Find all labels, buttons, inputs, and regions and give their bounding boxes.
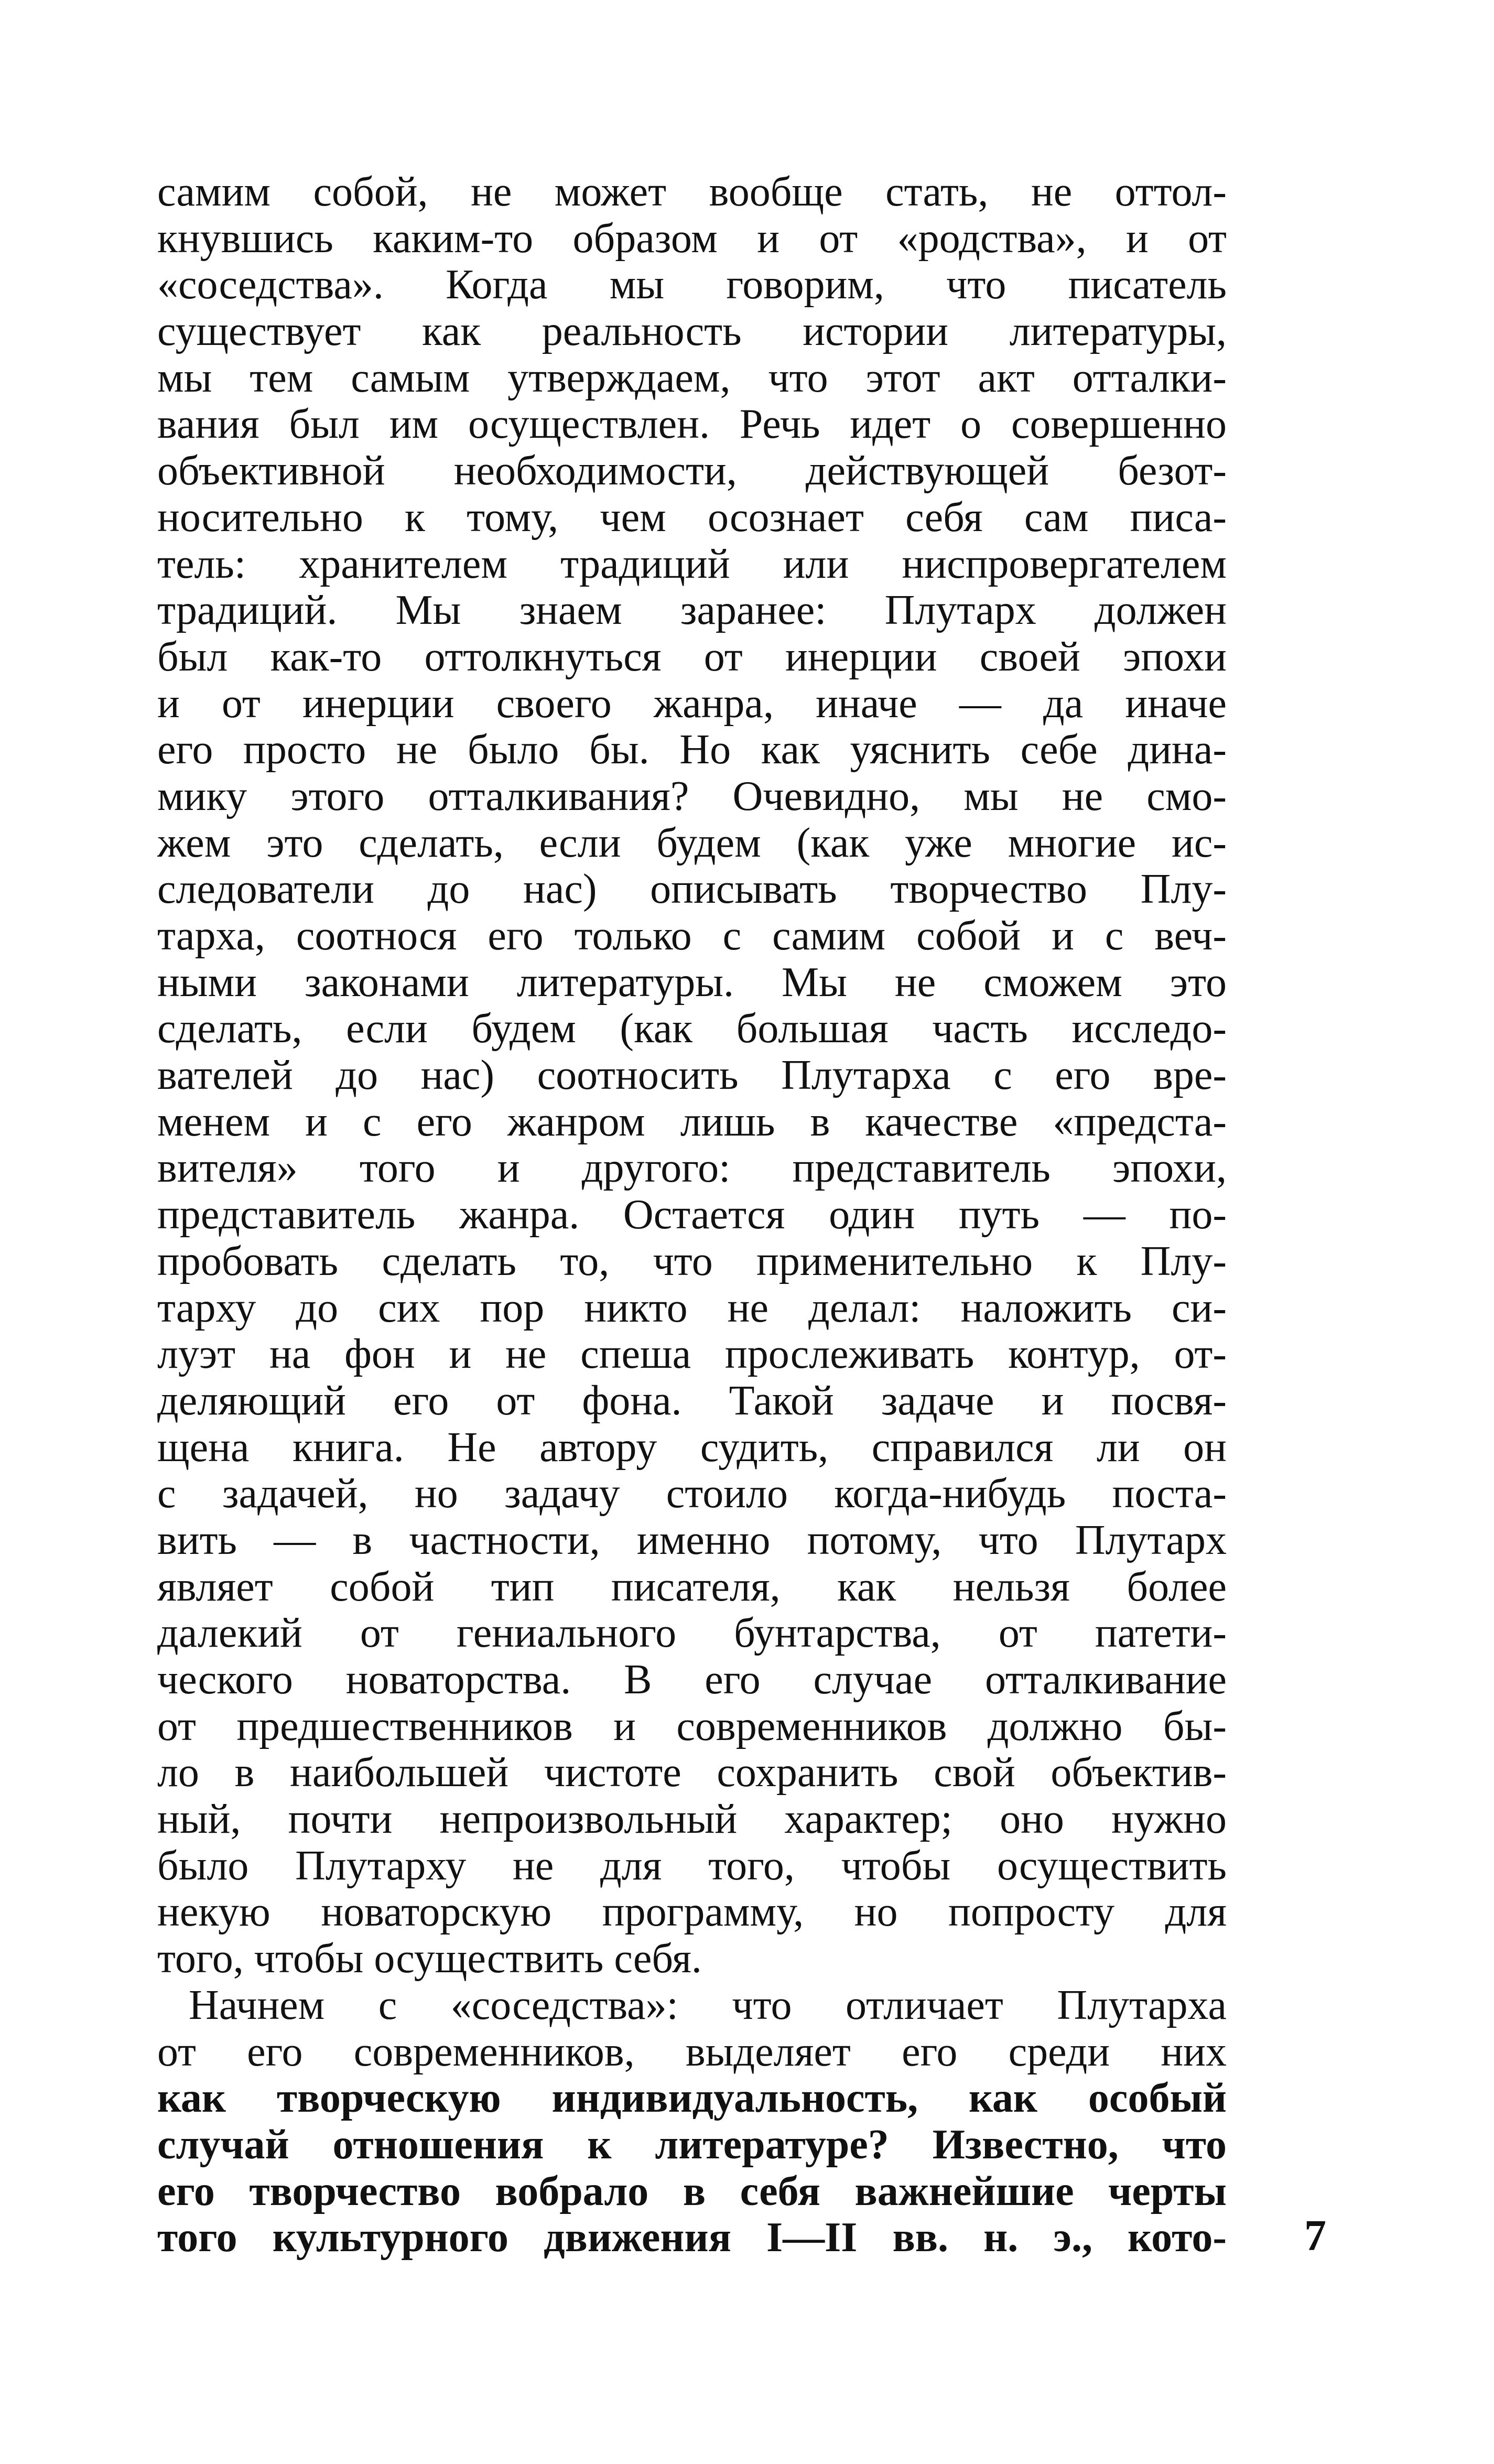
text-line: ческого новаторства. В его случае отталкивание <box>157 1657 1227 1703</box>
text-line: менем и с его жанром лишь в качестве «предста- <box>157 1098 1227 1145</box>
text-line: жем это сделать, если будем (как уже многие ис- <box>157 819 1227 866</box>
text-line: ными законами литературы. Мы не сможем это <box>157 959 1227 1006</box>
text-line: самим собой, не может вообще стать, не оттол- <box>157 169 1227 215</box>
text-line: некую новаторскую программу, но попросту для <box>157 1889 1227 1936</box>
text-line: тарху до сих пор никто не делал: наложить си- <box>157 1284 1227 1331</box>
text-line: луэт на фон и не спеша прослеживать контур, от- <box>157 1331 1227 1378</box>
text-line: тель: хранителем традиций или ниспровергателем <box>157 541 1227 587</box>
body-text <box>157 169 1227 2261</box>
text-line: с задачей, но задачу стоило когда-нибудь поста- <box>157 1471 1227 1517</box>
text-line: объективной необходимости, действующей безот- <box>157 448 1227 494</box>
text-line: того культурного движения I—II вв. н. э., кото- <box>157 2214 1227 2261</box>
text-line: от предшественников и современников должно бы- <box>157 1703 1227 1749</box>
text-line: было Плутарху не для того, чтобы осуществить <box>157 1842 1227 1889</box>
text-line: мику этого отталкивания? Очевидно, мы не смо- <box>157 773 1227 819</box>
text-line: был как-то оттолкнуться от инерции своей эпохи <box>157 633 1227 680</box>
text-line: и от инерции своего жанра, иначе — да иначе <box>157 680 1227 727</box>
text-line: как творческую индивидуальность, как особый <box>157 2075 1227 2122</box>
text-line: его просто не было бы. Но как уяснить себе дина- <box>157 727 1227 773</box>
text-line: пробовать сделать то, что применительно к Плу- <box>157 1238 1227 1284</box>
text-line: ный, почти непроизвольный характер; оно нужно <box>157 1796 1227 1843</box>
text-line: Начнем с «соседства»: что отличает Плутарха <box>189 1982 1227 2028</box>
text-line: кнувшись каким-то образом и от «родства», и от <box>157 215 1227 262</box>
text-line: деляющий его от фона. Такой задаче и посвя- <box>157 1377 1227 1424</box>
text-line: носительно к тому, чем осознает себя сам писа- <box>157 494 1227 541</box>
text-line: вателей до нас) соотносить Плутарха с его вре- <box>157 1052 1227 1099</box>
text-line: вителя» того и другого: представитель эпохи, <box>157 1145 1227 1192</box>
page-number: 7 <box>1304 2211 1326 2260</box>
text-line: традиций. Мы знаем заранее: Плутарх должен <box>157 587 1227 634</box>
text-line: существует как реальность истории литературы, <box>157 308 1227 355</box>
text-line: далекий от гениального бунтарства, от патети- <box>157 1610 1227 1657</box>
text-line: от его современников, выделяет его среди них <box>157 2028 1227 2075</box>
text-line: «соседства». Когда мы говорим, что писатель <box>157 262 1227 308</box>
text-line: вания был им осуществлен. Речь идет о совершенно <box>157 401 1227 448</box>
text-line: щена книга. Не автору судить, справился ли он <box>157 1424 1227 1471</box>
text-line: тарха, соотнося его только с самим собой и с веч- <box>157 913 1227 959</box>
text-line: ло в наибольшей чистоте сохранить свой объектив- <box>157 1749 1227 1796</box>
text-line: сделать, если будем (как большая часть исследо- <box>157 1006 1227 1052</box>
text-line: того, чтобы осуществить себя. <box>157 1936 702 1982</box>
text-line: вить — в частности, именно потому, что Плутарх <box>157 1517 1227 1563</box>
text-line: являет собой тип писателя, как нельзя более <box>157 1563 1227 1610</box>
text-line: случай отношения к литературе? Известно, что <box>157 2121 1227 2168</box>
text-line: следователи до нас) описывать творчество Плу- <box>157 866 1227 913</box>
text-line: представитель жанра. Остается один путь — по- <box>157 1192 1227 1238</box>
text-line: его творчество вобрало в себя важнейшие черты <box>157 2168 1227 2214</box>
text-line: мы тем самым утверждаем, что этот акт отталки- <box>157 354 1227 401</box>
